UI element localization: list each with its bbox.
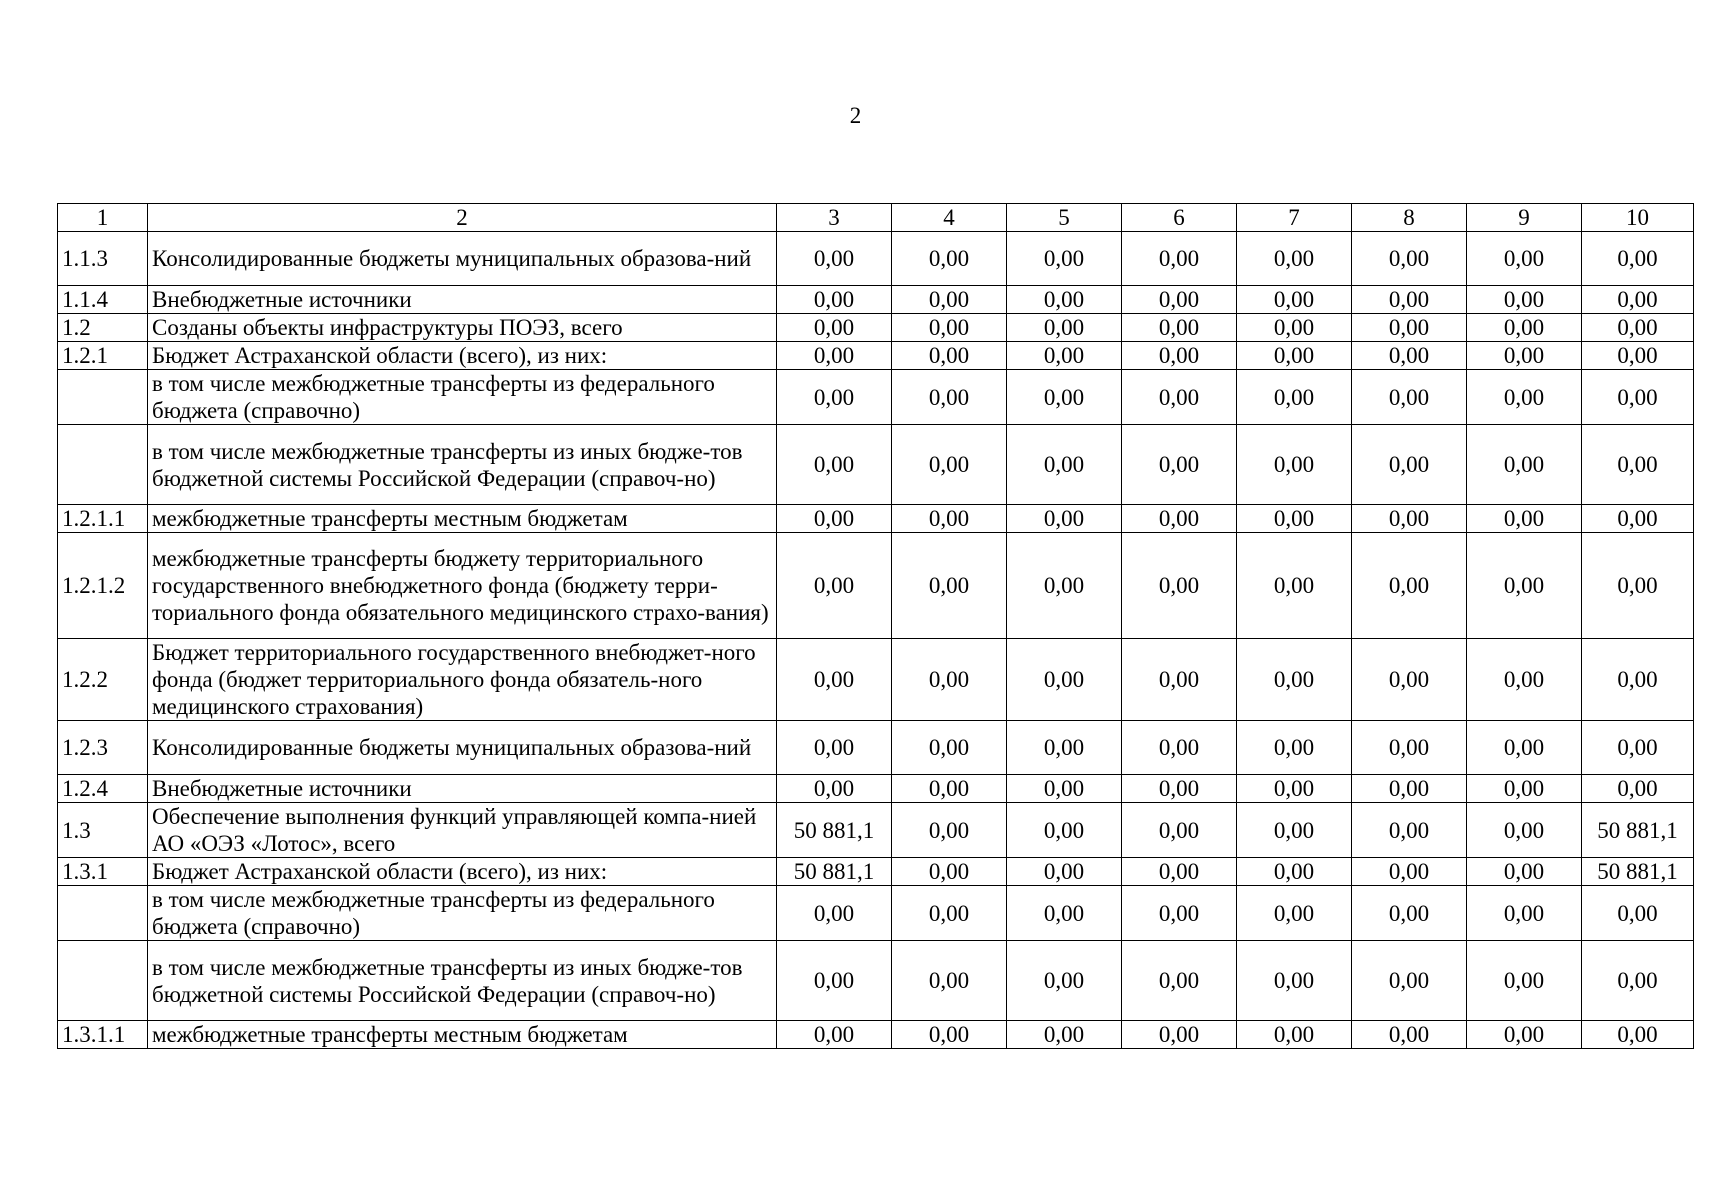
row-description: в том числе межбюджетные трансферты из иных бюдже-тов бюджетной системы Российской Федерации (справоч-но) xyxy=(148,425,777,505)
value-cell: 0,00 xyxy=(1467,425,1582,505)
value-cell: 0,00 xyxy=(1122,533,1237,639)
value-cell: 0,00 xyxy=(1352,425,1467,505)
value-cell: 0,00 xyxy=(1467,941,1582,1021)
row-code: 1.2.4 xyxy=(58,775,148,803)
value-cell: 0,00 xyxy=(1467,533,1582,639)
value-cell: 0,00 xyxy=(1352,803,1467,858)
value-cell: 0,00 xyxy=(1007,1021,1122,1049)
row-code: 1.3.1 xyxy=(58,858,148,886)
value-cell: 0,00 xyxy=(1467,803,1582,858)
value-cell: 0,00 xyxy=(892,721,1007,775)
table-header xyxy=(58,204,1694,232)
table-row xyxy=(58,639,1694,721)
row-code: 1.2.3 xyxy=(58,721,148,775)
table-row xyxy=(58,721,1694,775)
value-cell: 0,00 xyxy=(777,1021,892,1049)
value-cell: 50 881,1 xyxy=(777,858,892,886)
value-cell: 0,00 xyxy=(1467,639,1582,721)
value-cell: 0,00 xyxy=(777,342,892,370)
header-row xyxy=(58,204,1694,232)
value-cell: 0,00 xyxy=(1467,314,1582,342)
value-cell: 0,00 xyxy=(1122,803,1237,858)
value-cell: 0,00 xyxy=(1007,232,1122,286)
value-cell: 0,00 xyxy=(1122,886,1237,941)
value-cell: 0,00 xyxy=(892,775,1007,803)
value-cell: 0,00 xyxy=(1582,533,1694,639)
value-cell: 0,00 xyxy=(892,232,1007,286)
value-cell: 0,00 xyxy=(1237,721,1352,775)
value-cell: 0,00 xyxy=(1352,941,1467,1021)
value-cell: 0,00 xyxy=(892,858,1007,886)
value-cell: 0,00 xyxy=(1582,314,1694,342)
value-cell: 0,00 xyxy=(1467,286,1582,314)
row-code xyxy=(58,886,148,941)
table-row xyxy=(58,533,1694,639)
value-cell: 0,00 xyxy=(1582,775,1694,803)
value-cell: 0,00 xyxy=(1352,1021,1467,1049)
value-cell: 0,00 xyxy=(1122,425,1237,505)
value-cell: 0,00 xyxy=(1007,886,1122,941)
column-header: 4 xyxy=(892,204,1007,232)
value-cell: 0,00 xyxy=(777,533,892,639)
value-cell: 0,00 xyxy=(1352,314,1467,342)
row-code: 1.1.4 xyxy=(58,286,148,314)
row-description: Созданы объекты инфраструктуры ПОЭЗ, всего xyxy=(148,314,777,342)
value-cell: 0,00 xyxy=(1007,314,1122,342)
value-cell: 0,00 xyxy=(777,775,892,803)
row-description: Бюджет территориального государственного внебюджет-ного фонда (бюджет территориального фонда обязатель-ного медицинского страхования) xyxy=(148,639,777,721)
column-header: 3 xyxy=(777,204,892,232)
value-cell: 0,00 xyxy=(1237,314,1352,342)
value-cell: 0,00 xyxy=(892,314,1007,342)
value-cell: 0,00 xyxy=(777,941,892,1021)
value-cell: 0,00 xyxy=(1122,639,1237,721)
row-description: Внебюджетные источники xyxy=(148,775,777,803)
row-code: 1.2.1 xyxy=(58,342,148,370)
value-cell: 0,00 xyxy=(1122,370,1237,425)
column-header: 5 xyxy=(1007,204,1122,232)
budget-table xyxy=(57,203,1694,1049)
table-row xyxy=(58,803,1694,858)
row-code xyxy=(58,370,148,425)
row-code: 1.3.1.1 xyxy=(58,1021,148,1049)
row-description: межбюджетные трансферты местным бюджетам xyxy=(148,505,777,533)
value-cell: 0,00 xyxy=(777,314,892,342)
value-cell: 0,00 xyxy=(1237,286,1352,314)
value-cell: 0,00 xyxy=(892,370,1007,425)
row-description: Консолидированные бюджеты муниципальных образова-ний xyxy=(148,232,777,286)
column-header: 9 xyxy=(1467,204,1582,232)
value-cell: 0,00 xyxy=(777,425,892,505)
table-row xyxy=(58,886,1694,941)
value-cell: 0,00 xyxy=(1237,886,1352,941)
value-cell: 0,00 xyxy=(1467,232,1582,286)
value-cell: 0,00 xyxy=(1352,886,1467,941)
value-cell: 0,00 xyxy=(1122,505,1237,533)
row-description: в том числе межбюджетные трансферты из иных бюдже-тов бюджетной системы Российской Федерации (справоч-но) xyxy=(148,941,777,1021)
value-cell: 0,00 xyxy=(892,425,1007,505)
value-cell: 0,00 xyxy=(892,803,1007,858)
table-row xyxy=(58,286,1694,314)
value-cell: 0,00 xyxy=(1352,721,1467,775)
value-cell: 0,00 xyxy=(1582,941,1694,1021)
value-cell: 0,00 xyxy=(1237,1021,1352,1049)
column-header: 6 xyxy=(1122,204,1237,232)
value-cell: 0,00 xyxy=(892,639,1007,721)
value-cell: 0,00 xyxy=(1007,858,1122,886)
value-cell: 0,00 xyxy=(1467,505,1582,533)
row-description: Обеспечение выполнения функций управляющей компа-нией АО «ОЭЗ «Лотос», всего xyxy=(148,803,777,858)
value-cell: 0,00 xyxy=(1467,1021,1582,1049)
row-code: 1.2.1.2 xyxy=(58,533,148,639)
value-cell: 0,00 xyxy=(1237,858,1352,886)
value-cell: 50 881,1 xyxy=(1582,858,1694,886)
value-cell: 0,00 xyxy=(777,232,892,286)
value-cell: 0,00 xyxy=(1467,858,1582,886)
row-code: 1.1.3 xyxy=(58,232,148,286)
table-body xyxy=(58,232,1694,1049)
value-cell: 0,00 xyxy=(1582,886,1694,941)
value-cell: 0,00 xyxy=(777,505,892,533)
value-cell: 0,00 xyxy=(1122,314,1237,342)
table-row xyxy=(58,342,1694,370)
value-cell: 0,00 xyxy=(1237,941,1352,1021)
value-cell: 0,00 xyxy=(1007,425,1122,505)
value-cell: 0,00 xyxy=(1007,342,1122,370)
value-cell: 0,00 xyxy=(1582,425,1694,505)
value-cell: 0,00 xyxy=(1467,775,1582,803)
value-cell: 0,00 xyxy=(1352,858,1467,886)
row-description: межбюджетные трансферты бюджету территориального государственного внебюджетного фонда (бюджету терри-ториального фонда обязательного медицинского страхо-вания) xyxy=(148,533,777,639)
table-row xyxy=(58,232,1694,286)
value-cell: 50 881,1 xyxy=(777,803,892,858)
row-code: 1.2.1.1 xyxy=(58,505,148,533)
column-header: 8 xyxy=(1352,204,1467,232)
value-cell: 0,00 xyxy=(1237,342,1352,370)
row-code xyxy=(58,425,148,505)
value-cell: 0,00 xyxy=(1582,639,1694,721)
value-cell: 0,00 xyxy=(1007,803,1122,858)
value-cell: 0,00 xyxy=(1237,505,1352,533)
table-row xyxy=(58,314,1694,342)
value-cell: 0,00 xyxy=(1237,425,1352,505)
value-cell: 0,00 xyxy=(892,941,1007,1021)
value-cell: 0,00 xyxy=(1352,505,1467,533)
value-cell: 0,00 xyxy=(1582,505,1694,533)
column-header: 2 xyxy=(148,204,777,232)
value-cell: 0,00 xyxy=(1122,1021,1237,1049)
table-row xyxy=(58,370,1694,425)
value-cell: 0,00 xyxy=(1007,775,1122,803)
value-cell: 0,00 xyxy=(1352,342,1467,370)
value-cell: 0,00 xyxy=(1467,721,1582,775)
value-cell: 0,00 xyxy=(1007,505,1122,533)
value-cell: 0,00 xyxy=(1352,639,1467,721)
value-cell: 0,00 xyxy=(1237,639,1352,721)
page-number: 2 xyxy=(849,103,862,128)
value-cell: 0,00 xyxy=(1237,533,1352,639)
value-cell: 0,00 xyxy=(1007,941,1122,1021)
value-cell: 0,00 xyxy=(1122,342,1237,370)
table-row xyxy=(58,1021,1694,1049)
value-cell: 0,00 xyxy=(1007,639,1122,721)
value-cell: 0,00 xyxy=(892,342,1007,370)
value-cell: 0,00 xyxy=(777,721,892,775)
value-cell: 0,00 xyxy=(1352,775,1467,803)
value-cell: 0,00 xyxy=(1582,232,1694,286)
value-cell: 0,00 xyxy=(1237,232,1352,286)
row-description: в том числе межбюджетные трансферты из федерального бюджета (справочно) xyxy=(148,886,777,941)
row-description: Бюджет Астраханской области (всего), из них: xyxy=(148,858,777,886)
value-cell: 0,00 xyxy=(1352,533,1467,639)
table-row xyxy=(58,425,1694,505)
value-cell: 0,00 xyxy=(1007,370,1122,425)
table-row xyxy=(58,505,1694,533)
row-description: Консолидированные бюджеты муниципальных образова-ний xyxy=(148,721,777,775)
value-cell: 0,00 xyxy=(892,1021,1007,1049)
row-code: 1.2.2 xyxy=(58,639,148,721)
value-cell: 0,00 xyxy=(1352,232,1467,286)
value-cell: 0,00 xyxy=(1122,775,1237,803)
table-row xyxy=(58,775,1694,803)
value-cell: 0,00 xyxy=(1007,533,1122,639)
value-cell: 0,00 xyxy=(1352,370,1467,425)
value-cell: 0,00 xyxy=(1582,342,1694,370)
value-cell: 0,00 xyxy=(1582,1021,1694,1049)
table-row xyxy=(58,858,1694,886)
row-description: Бюджет Астраханской области (всего), из них: xyxy=(148,342,777,370)
value-cell: 0,00 xyxy=(1237,775,1352,803)
value-cell: 0,00 xyxy=(1237,803,1352,858)
value-cell: 0,00 xyxy=(1122,721,1237,775)
value-cell: 50 881,1 xyxy=(1582,803,1694,858)
value-cell: 0,00 xyxy=(892,533,1007,639)
value-cell: 0,00 xyxy=(777,886,892,941)
value-cell: 0,00 xyxy=(1582,286,1694,314)
value-cell: 0,00 xyxy=(1007,286,1122,314)
row-code xyxy=(58,941,148,1021)
row-code: 1.3 xyxy=(58,803,148,858)
value-cell: 0,00 xyxy=(1122,286,1237,314)
value-cell: 0,00 xyxy=(1582,370,1694,425)
value-cell: 0,00 xyxy=(892,505,1007,533)
column-header: 1 xyxy=(58,204,148,232)
column-header: 7 xyxy=(1237,204,1352,232)
row-description: межбюджетные трансферты местным бюджетам xyxy=(148,1021,777,1049)
row-code: 1.2 xyxy=(58,314,148,342)
value-cell: 0,00 xyxy=(892,886,1007,941)
row-description: в том числе межбюджетные трансферты из федерального бюджета (справочно) xyxy=(148,370,777,425)
value-cell: 0,00 xyxy=(1122,941,1237,1021)
value-cell: 0,00 xyxy=(1467,342,1582,370)
column-header: 10 xyxy=(1582,204,1694,232)
value-cell: 0,00 xyxy=(1467,370,1582,425)
value-cell: 0,00 xyxy=(1122,232,1237,286)
value-cell: 0,00 xyxy=(1007,721,1122,775)
value-cell: 0,00 xyxy=(777,286,892,314)
value-cell: 0,00 xyxy=(1122,858,1237,886)
value-cell: 0,00 xyxy=(892,286,1007,314)
value-cell: 0,00 xyxy=(1582,721,1694,775)
value-cell: 0,00 xyxy=(777,639,892,721)
value-cell: 0,00 xyxy=(1467,886,1582,941)
table-row xyxy=(58,941,1694,1021)
value-cell: 0,00 xyxy=(777,370,892,425)
value-cell: 0,00 xyxy=(1237,370,1352,425)
value-cell: 0,00 xyxy=(1352,286,1467,314)
row-description: Внебюджетные источники xyxy=(148,286,777,314)
